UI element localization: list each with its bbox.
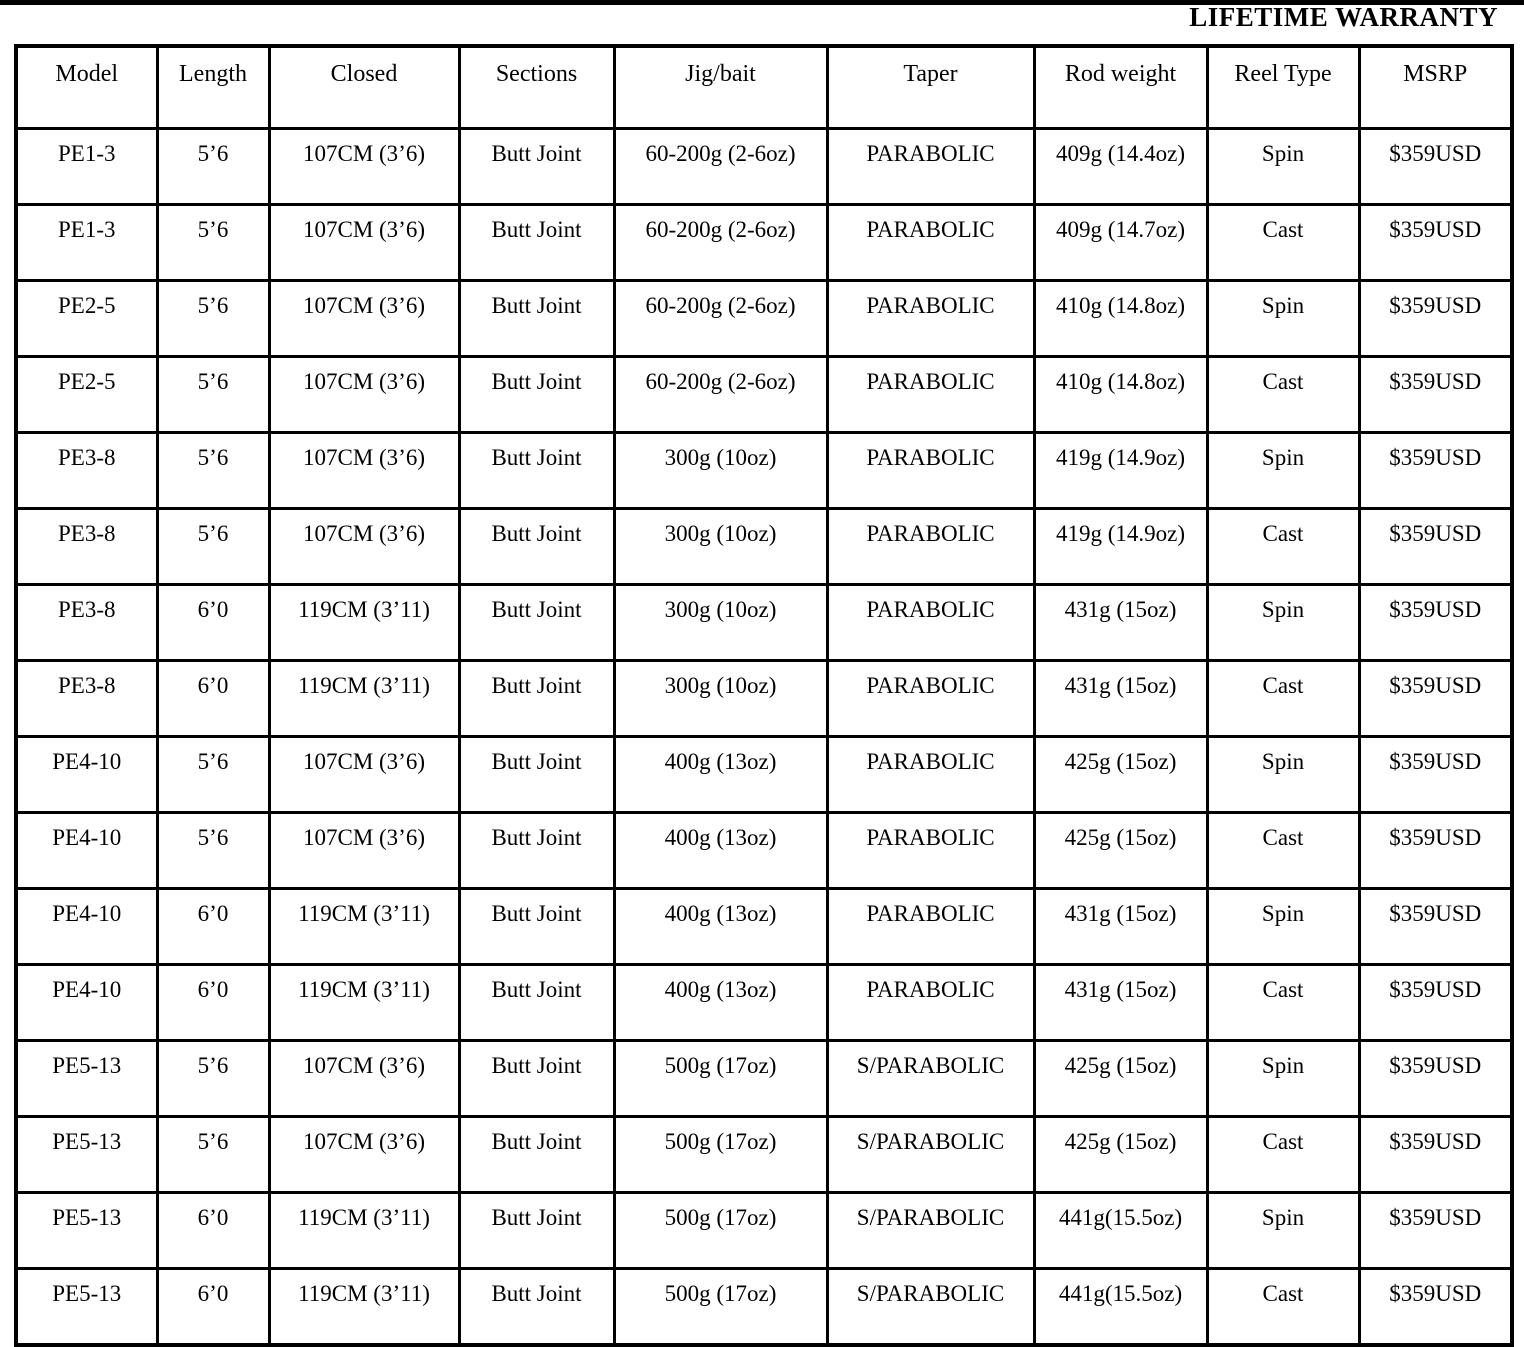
table-row (16, 509, 1512, 585)
cell-reel_type: Spin (1207, 433, 1359, 509)
cell-jig_bait: 400g (13oz) (614, 889, 827, 965)
cell-taper: PARABOLIC (827, 129, 1034, 205)
cell-closed: 107CM (3’6) (269, 433, 459, 509)
cell-model: PE5-13 (16, 1269, 157, 1346)
cell-length: 5’6 (157, 737, 269, 813)
table-row (16, 433, 1512, 509)
cell-sections: Butt Joint (459, 205, 614, 281)
cell-jig_bait: 500g (17oz) (614, 1117, 827, 1193)
cell-taper: PARABOLIC (827, 281, 1034, 357)
cell-taper: PARABOLIC (827, 889, 1034, 965)
table-row (16, 585, 1512, 661)
cell-taper: S/PARABOLIC (827, 1193, 1034, 1269)
table-row (16, 1117, 1512, 1193)
column-header-reel-type: Reel Type (1207, 46, 1359, 129)
cell-msrp: $359USD (1359, 433, 1512, 509)
cell-reel_type: Cast (1207, 661, 1359, 737)
table-row (16, 129, 1512, 205)
cell-length: 6’0 (157, 889, 269, 965)
column-header-rod-weight: Rod weight (1034, 46, 1207, 129)
cell-model: PE3-8 (16, 509, 157, 585)
table-row (16, 1269, 1512, 1346)
cell-rod_weight: 409g (14.7oz) (1034, 205, 1207, 281)
cell-msrp: $359USD (1359, 1269, 1512, 1346)
cell-rod_weight: 425g (15oz) (1034, 737, 1207, 813)
cell-closed: 107CM (3’6) (269, 1041, 459, 1117)
cell-taper: PARABOLIC (827, 965, 1034, 1041)
table-row (16, 357, 1512, 433)
cell-sections: Butt Joint (459, 965, 614, 1041)
cell-msrp: $359USD (1359, 737, 1512, 813)
cell-taper: PARABOLIC (827, 357, 1034, 433)
cell-sections: Butt Joint (459, 129, 614, 205)
cell-msrp: $359USD (1359, 813, 1512, 889)
cell-jig_bait: 60-200g (2-6oz) (614, 357, 827, 433)
rod-spec-table (14, 44, 1514, 1347)
cell-model: PE3-8 (16, 661, 157, 737)
cell-reel_type: Cast (1207, 205, 1359, 281)
cell-sections: Butt Joint (459, 1269, 614, 1346)
cell-jig_bait: 500g (17oz) (614, 1193, 827, 1269)
cell-length: 6’0 (157, 965, 269, 1041)
table-body (16, 129, 1512, 1346)
cell-msrp: $359USD (1359, 205, 1512, 281)
cell-jig_bait: 300g (10oz) (614, 433, 827, 509)
cell-closed: 119CM (3’11) (269, 585, 459, 661)
cell-closed: 107CM (3’6) (269, 1117, 459, 1193)
cell-jig_bait: 400g (13oz) (614, 965, 827, 1041)
cell-sections: Butt Joint (459, 357, 614, 433)
cell-taper: S/PARABOLIC (827, 1041, 1034, 1117)
cell-length: 6’0 (157, 1269, 269, 1346)
cell-closed: 107CM (3’6) (269, 813, 459, 889)
cell-rod_weight: 409g (14.4oz) (1034, 129, 1207, 205)
table-row (16, 1041, 1512, 1117)
cell-taper: S/PARABOLIC (827, 1269, 1034, 1346)
cell-reel_type: Spin (1207, 129, 1359, 205)
cell-jig_bait: 300g (10oz) (614, 509, 827, 585)
cell-closed: 107CM (3’6) (269, 281, 459, 357)
cell-reel_type: Cast (1207, 357, 1359, 433)
cell-model: PE2-5 (16, 281, 157, 357)
cell-sections: Butt Joint (459, 1041, 614, 1117)
cell-jig_bait: 60-200g (2-6oz) (614, 129, 827, 205)
cell-sections: Butt Joint (459, 585, 614, 661)
table-row (16, 205, 1512, 281)
cell-msrp: $359USD (1359, 661, 1512, 737)
table-row (16, 737, 1512, 813)
cell-rod_weight: 431g (15oz) (1034, 661, 1207, 737)
cell-model: PE3-8 (16, 585, 157, 661)
cell-model: PE4-10 (16, 889, 157, 965)
cell-sections: Butt Joint (459, 433, 614, 509)
cell-msrp: $359USD (1359, 585, 1512, 661)
cell-length: 5’6 (157, 357, 269, 433)
cell-reel_type: Spin (1207, 281, 1359, 357)
cell-closed: 119CM (3’11) (269, 965, 459, 1041)
cell-msrp: $359USD (1359, 1117, 1512, 1193)
cell-taper: PARABOLIC (827, 433, 1034, 509)
cell-jig_bait: 300g (10oz) (614, 585, 827, 661)
cell-closed: 119CM (3’11) (269, 661, 459, 737)
column-header-length: Length (157, 46, 269, 129)
cell-rod_weight: 410g (14.8oz) (1034, 281, 1207, 357)
cell-msrp: $359USD (1359, 1193, 1512, 1269)
cell-length: 6’0 (157, 585, 269, 661)
column-header-jig-bait: Jig/bait (614, 46, 827, 129)
cell-rod_weight: 425g (15oz) (1034, 1117, 1207, 1193)
column-header-taper: Taper (827, 46, 1034, 129)
cell-sections: Butt Joint (459, 1193, 614, 1269)
cell-jig_bait: 500g (17oz) (614, 1269, 827, 1346)
cell-msrp: $359USD (1359, 129, 1512, 205)
column-header-model: Model (16, 46, 157, 129)
cell-reel_type: Spin (1207, 1041, 1359, 1117)
cell-model: PE4-10 (16, 813, 157, 889)
cell-reel_type: Cast (1207, 965, 1359, 1041)
cell-closed: 107CM (3’6) (269, 129, 459, 205)
table-header (16, 46, 1512, 129)
cell-length: 5’6 (157, 1117, 269, 1193)
cell-length: 5’6 (157, 205, 269, 281)
cell-closed: 107CM (3’6) (269, 205, 459, 281)
cell-rod_weight: 441g(15.5oz) (1034, 1193, 1207, 1269)
cell-rod_weight: 419g (14.9oz) (1034, 433, 1207, 509)
cell-reel_type: Spin (1207, 585, 1359, 661)
cell-length: 5’6 (157, 281, 269, 357)
cell-taper: PARABOLIC (827, 205, 1034, 281)
cell-model: PE1-3 (16, 129, 157, 205)
column-header-msrp: MSRP (1359, 46, 1512, 129)
cell-msrp: $359USD (1359, 965, 1512, 1041)
cell-rod_weight: 431g (15oz) (1034, 585, 1207, 661)
cell-closed: 119CM (3’11) (269, 889, 459, 965)
cell-taper: PARABOLIC (827, 509, 1034, 585)
cell-length: 6’0 (157, 661, 269, 737)
table-row (16, 281, 1512, 357)
table-row (16, 813, 1512, 889)
cell-model: PE4-10 (16, 965, 157, 1041)
cell-reel_type: Cast (1207, 1269, 1359, 1346)
cell-sections: Butt Joint (459, 509, 614, 585)
cell-model: PE5-13 (16, 1041, 157, 1117)
cell-length: 5’6 (157, 1041, 269, 1117)
cell-length: 6’0 (157, 1193, 269, 1269)
cell-rod_weight: 410g (14.8oz) (1034, 357, 1207, 433)
cell-closed: 107CM (3’6) (269, 357, 459, 433)
header-row (16, 46, 1512, 129)
cell-reel_type: Cast (1207, 509, 1359, 585)
cell-length: 5’6 (157, 433, 269, 509)
table-row (16, 965, 1512, 1041)
cell-length: 5’6 (157, 129, 269, 205)
cell-jig_bait: 300g (10oz) (614, 661, 827, 737)
cell-rod_weight: 425g (15oz) (1034, 813, 1207, 889)
cell-model: PE2-5 (16, 357, 157, 433)
table-row (16, 661, 1512, 737)
cell-jig_bait: 60-200g (2-6oz) (614, 205, 827, 281)
cell-taper: PARABOLIC (827, 585, 1034, 661)
cell-sections: Butt Joint (459, 1117, 614, 1193)
table-row (16, 889, 1512, 965)
cell-reel_type: Spin (1207, 737, 1359, 813)
cell-reel_type: Spin (1207, 1193, 1359, 1269)
cell-length: 5’6 (157, 813, 269, 889)
table-row (16, 1193, 1512, 1269)
cell-closed: 119CM (3’11) (269, 1193, 459, 1269)
cell-sections: Butt Joint (459, 889, 614, 965)
cell-msrp: $359USD (1359, 889, 1512, 965)
column-header-sections: Sections (459, 46, 614, 129)
cell-taper: PARABOLIC (827, 813, 1034, 889)
cell-closed: 119CM (3’11) (269, 1269, 459, 1346)
cell-sections: Butt Joint (459, 813, 614, 889)
cell-reel_type: Cast (1207, 1117, 1359, 1193)
cell-model: PE5-13 (16, 1117, 157, 1193)
cell-rod_weight: 419g (14.9oz) (1034, 509, 1207, 585)
cell-model: PE5-13 (16, 1193, 157, 1269)
cell-sections: Butt Joint (459, 281, 614, 357)
cell-taper: PARABOLIC (827, 661, 1034, 737)
cell-length: 5’6 (157, 509, 269, 585)
cell-sections: Butt Joint (459, 737, 614, 813)
cell-msrp: $359USD (1359, 509, 1512, 585)
cell-reel_type: Cast (1207, 813, 1359, 889)
cell-jig_bait: 400g (13oz) (614, 813, 827, 889)
cell-rod_weight: 441g(15.5oz) (1034, 1269, 1207, 1346)
cell-model: PE1-3 (16, 205, 157, 281)
cell-rod_weight: 425g (15oz) (1034, 1041, 1207, 1117)
cell-closed: 107CM (3’6) (269, 737, 459, 813)
cell-msrp: $359USD (1359, 357, 1512, 433)
cell-reel_type: Spin (1207, 889, 1359, 965)
cell-msrp: $359USD (1359, 1041, 1512, 1117)
cell-closed: 107CM (3’6) (269, 509, 459, 585)
cell-jig_bait: 500g (17oz) (614, 1041, 827, 1117)
lifetime-warranty-banner: LIFETIME WARRANTY (1189, 2, 1498, 32)
column-header-closed: Closed (269, 46, 459, 129)
cell-model: PE4-10 (16, 737, 157, 813)
cell-msrp: $359USD (1359, 281, 1512, 357)
cell-jig_bait: 60-200g (2-6oz) (614, 281, 827, 357)
cell-taper: S/PARABOLIC (827, 1117, 1034, 1193)
cell-rod_weight: 431g (15oz) (1034, 965, 1207, 1041)
cell-sections: Butt Joint (459, 661, 614, 737)
cell-jig_bait: 400g (13oz) (614, 737, 827, 813)
cell-taper: PARABOLIC (827, 737, 1034, 813)
cell-rod_weight: 431g (15oz) (1034, 889, 1207, 965)
cell-model: PE3-8 (16, 433, 157, 509)
